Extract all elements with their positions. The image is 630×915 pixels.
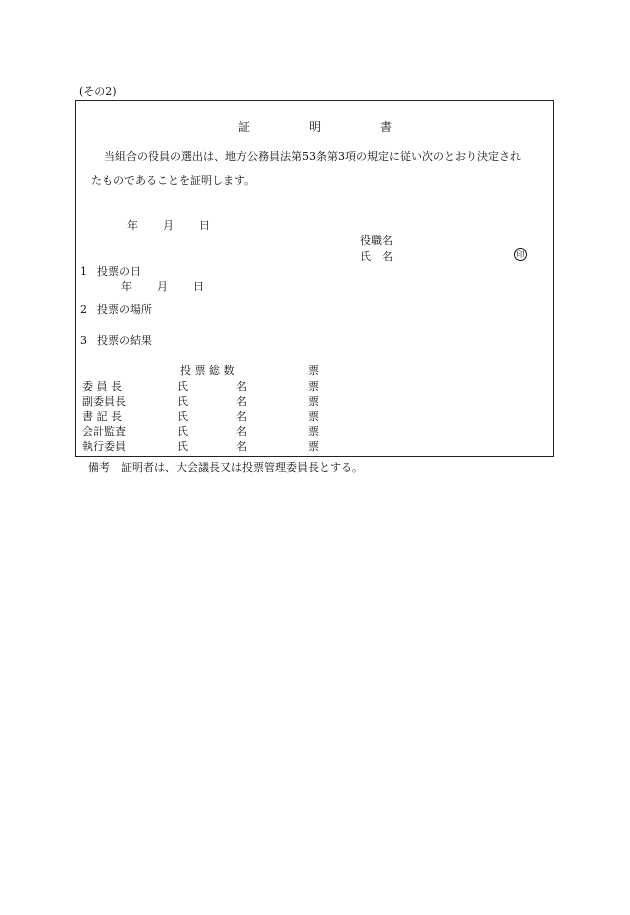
item-1-number: 1 [80,265,87,278]
row-4-unit: 票 [308,425,319,438]
item-3-number: 3 [80,334,87,347]
row-1-role: 委 員 長 [82,380,122,393]
row-5-surname: 氏 [177,440,188,453]
row-2-given: 名 [236,395,247,408]
row-4-role: 会計監査 [82,425,126,438]
row-4-surname: 氏 [177,425,188,438]
issue-date-year-label: 年 [127,219,138,232]
row-5-unit: 票 [308,440,319,453]
item-2-label: 投票の場所 [97,303,152,316]
item-3-label: 投票の結果 [97,334,152,347]
row-4-given: 名 [236,425,247,438]
row-3-surname: 氏 [177,410,188,423]
title-char-2: 明 [309,120,322,134]
row-2-unit: 票 [308,395,319,408]
seal-mark: 印 [514,248,527,261]
row-1-surname: 氏 [177,380,188,393]
row-5-role: 執行委員 [82,440,126,453]
name-label: 氏 名 [360,250,393,263]
item-2-number: 2 [80,303,87,316]
row-1-unit: 票 [308,380,319,393]
vote-date-day-label: 日 [193,280,204,293]
title-char-3: 書 [380,120,393,134]
row-3-role: 書 記 長 [82,410,122,423]
row-3-unit: 票 [308,410,319,423]
row-2-surname: 氏 [177,395,188,408]
vote-total-unit: 票 [308,364,319,377]
row-1-given: 名 [236,380,247,393]
issue-date-month-label: 月 [163,219,174,232]
row-3-given: 名 [236,410,247,423]
row-2-role: 副委員長 [82,395,126,408]
vote-date-month-label: 月 [157,280,168,293]
statement-line-1: 当組合の役員の選出は、地方公務員法第53条第3項の規定に従い次のとおり決定され [104,150,521,163]
footnote: 備考 証明者は、大会議長又は投票管理委員長とする。 [88,461,363,474]
title-char-1: 証 [238,120,251,134]
document-label: (その2) [79,85,117,98]
statement-line-2: たものであることを証明します。 [91,174,256,187]
issue-date-day-label: 日 [199,219,210,232]
vote-date-year-label: 年 [121,280,132,293]
vote-total-label: 投 票 総 数 [180,364,235,377]
item-1-label: 投票の日 [97,265,141,278]
row-5-given: 名 [236,440,247,453]
position-label: 役職名 [360,234,393,247]
